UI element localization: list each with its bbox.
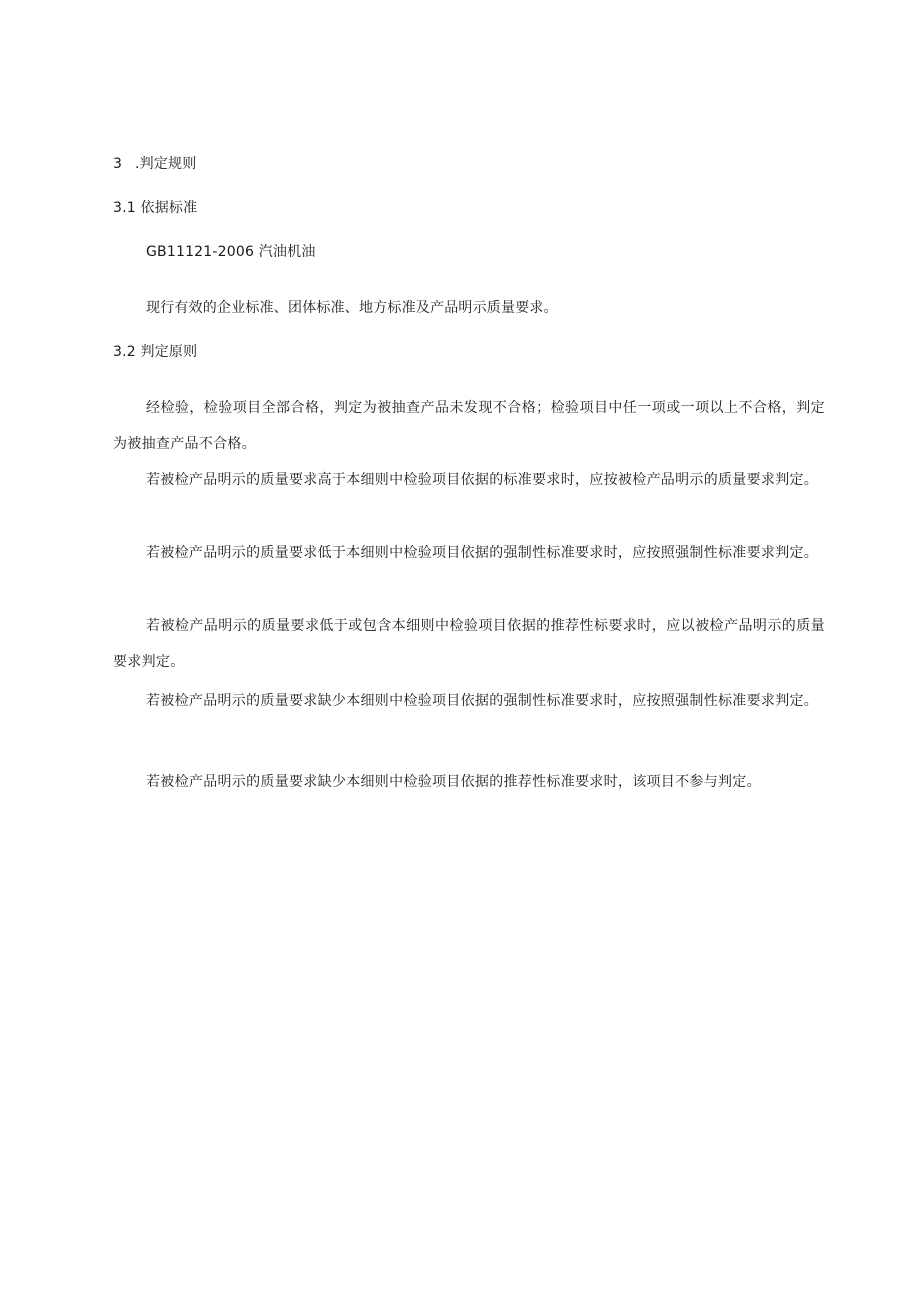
- section-3-title: .判定规则: [135, 156, 197, 172]
- section-3-heading: [113, 154, 196, 174]
- standard-reference: GB11121-2006 汽油机油: [146, 244, 316, 260]
- other-standards-text: 现行有效的企业标准、团体标准、地方标准及产品明示质量要求。: [146, 300, 558, 316]
- judgment-paragraph-4: 若被检产品明示的质量要求低于或包含本细则中检验项目依据的推荐性标要求时，应以被检产品明示的质量要求判定。: [113, 618, 825, 670]
- judgment-paragraph-2: 若被检产品明示的质量要求高于本细则中检验项目依据的标准要求时，应按被检产品明示的质量要求判定。: [146, 472, 819, 488]
- judgment-paragraph-6: 若被检产品明示的质量要求缺少本细则中检验项目依据的推荐性标准要求时，该项目不参与判定。: [146, 774, 761, 790]
- judgment-paragraph-5: 若被检产品明示的质量要求缺少本细则中检验项目依据的强制性标准要求时，应按照强制性标准要求判定。: [146, 693, 819, 709]
- judgment-paragraph-3: 若被检产品明示的质量要求低于本细则中检验项目依据的强制性标准要求时，应按照强制性标准要求判定。: [146, 545, 819, 561]
- section-3-number: 3: [113, 156, 123, 172]
- section-3-2-heading: 3.2 判定原则: [113, 344, 198, 360]
- judgment-paragraph-1: 经检验，检验项目全部合格，判定为被抽查产品未发现不合格；检验项目中任一项或一项以上不合格，判定为被抽查产品不合格。: [113, 400, 825, 452]
- section-3-1-heading: 3.1 依据标准: [113, 200, 198, 216]
